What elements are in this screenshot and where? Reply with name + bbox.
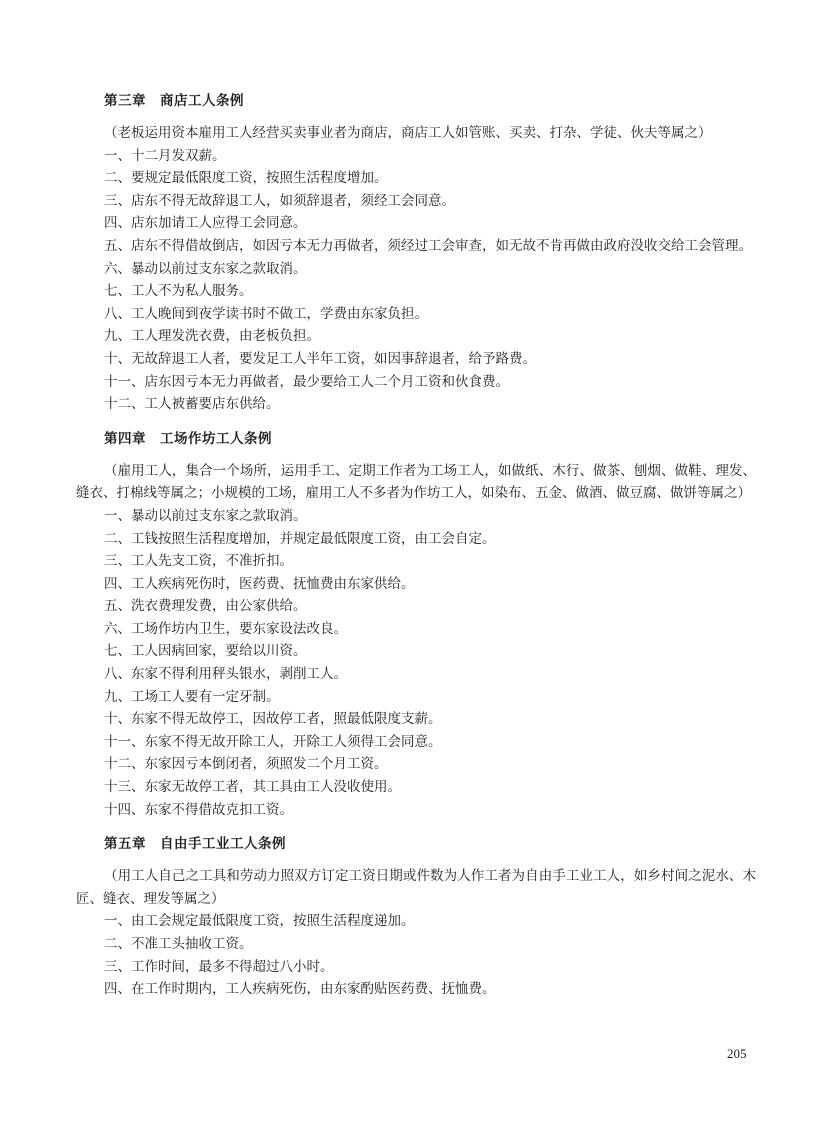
article: 九、工场工人要有一定牙制。: [104, 688, 280, 705]
article: 十一、东家不得无故开除工人，开除工人须得工会同意。: [104, 733, 442, 750]
chapter-3-section: [76, 90, 756, 416]
chapter-heading: [104, 428, 756, 450]
article: 十、无故辞退工人者，要发足工人半年工资，如因事辞退者，给予路费。: [104, 350, 536, 367]
article: 四、工人疾病死伤时，医药费、抚恤费由东家供给。: [104, 575, 415, 592]
chapter-title: 自由手工业工人条例: [160, 836, 286, 853]
article: 三、工人先支工资，不准折扣。: [104, 553, 293, 570]
page-number: 205: [727, 1046, 747, 1061]
chapter-intro: （雇用工人，集合一个场所，运用手工、定期工作者为工场工人，如做纸、木行、做茶、刨烟、做鞋、理发、缝衣、打棉线等属之；小规模的工场，雇用工人不多者为作坊工人，如染布、五金、做酒、做豆腐、做饼等属之）: [76, 462, 756, 502]
chapter-number: 第三章: [104, 93, 146, 109]
article: 十三、东家无故停工者，其工具由工人没收使用。: [104, 779, 401, 796]
article: 九、工人理发洗衣费，由老板负担。: [104, 328, 320, 345]
article: 八、工人晚间到夜学读书时不做工，学费由东家负担。: [104, 305, 428, 322]
article: 三、店东不得无故辞退工人，如须辞退者，须经工会同意。: [104, 192, 455, 209]
article: 六、工场作坊内卫生，要东家设法改良。: [104, 620, 347, 637]
article: 一、由工会规定最低限度工资，按照生活程度递加。: [104, 913, 415, 930]
article: 六、暴动以前过支东家之款取消。: [104, 260, 307, 277]
chapter-4-section: [76, 428, 756, 822]
article: 四、店东加请工人应得工会同意。: [104, 215, 307, 232]
article: 七、工人不为私人服务。: [104, 283, 253, 300]
document-body: [76, 90, 756, 1013]
article: 三、工作时间，最多不得超过八小时。: [104, 958, 334, 975]
article: 十、东家不得无故停工，因故停工者，照最低限度支薪。: [104, 711, 442, 728]
chapter-number: 第五章: [104, 836, 146, 853]
article: 七、工人因病回家，要给以川资。: [104, 643, 307, 660]
article: 八、东家不得利用秤头银水，剥削工人。: [104, 666, 347, 683]
article: 四、在工作时期内，工人疾病死伤，由东家酌贴医药费、抚恤费。: [104, 981, 496, 998]
article: 一、暴动以前过支东家之款取消。: [104, 507, 307, 524]
chapter-intro: （老板运用资本雇用工人经营买卖事业者为商店，商店工人如管账、买卖、打杂、学徒、伙夫等属之）: [104, 125, 712, 141]
article: 十四、东家不得借故克扣工资。: [104, 801, 293, 818]
article: 五、店东不得借故倒店，如因亏本无力再做者，须经过工会审查，如无故不肯再做由政府没收交给工会管理。: [104, 237, 752, 254]
chapter-heading: [104, 833, 756, 855]
article: 十一、店东因亏本无力再做者，最少要给工人二个月工资和伙食费。: [104, 373, 509, 390]
article: 五、洗衣费理发费，由公家供给。: [104, 598, 307, 615]
article: 二、工钱按照生活程度增加，并规定最低限度工资，由工会自定。: [104, 530, 496, 547]
chapter-title: 商店工人条例: [160, 93, 244, 109]
article: 一、十二月发双薪。: [104, 147, 226, 164]
chapter-number: 第四章: [104, 430, 146, 447]
chapter-5-section: [76, 833, 756, 1001]
chapter-title: 工场作坊工人条例: [160, 430, 272, 447]
article: 十二、东家因亏本倒闭者，须照发二个月工资。: [104, 756, 388, 773]
article: 二、要规定最低限度工资，按照生活程度增加。: [104, 170, 388, 187]
chapter-intro: （用工人自己之工具和劳动力照双方订定工资日期或件数为人作工者为自由手工业工人，如乡村间之泥水、木匠、缝衣、理发等属之）: [76, 868, 756, 907]
chapter-heading: [104, 90, 756, 112]
article: 十二、工人被蓄要店东供给。: [104, 396, 280, 413]
article: 二、不准工头抽收工资。: [104, 936, 253, 952]
